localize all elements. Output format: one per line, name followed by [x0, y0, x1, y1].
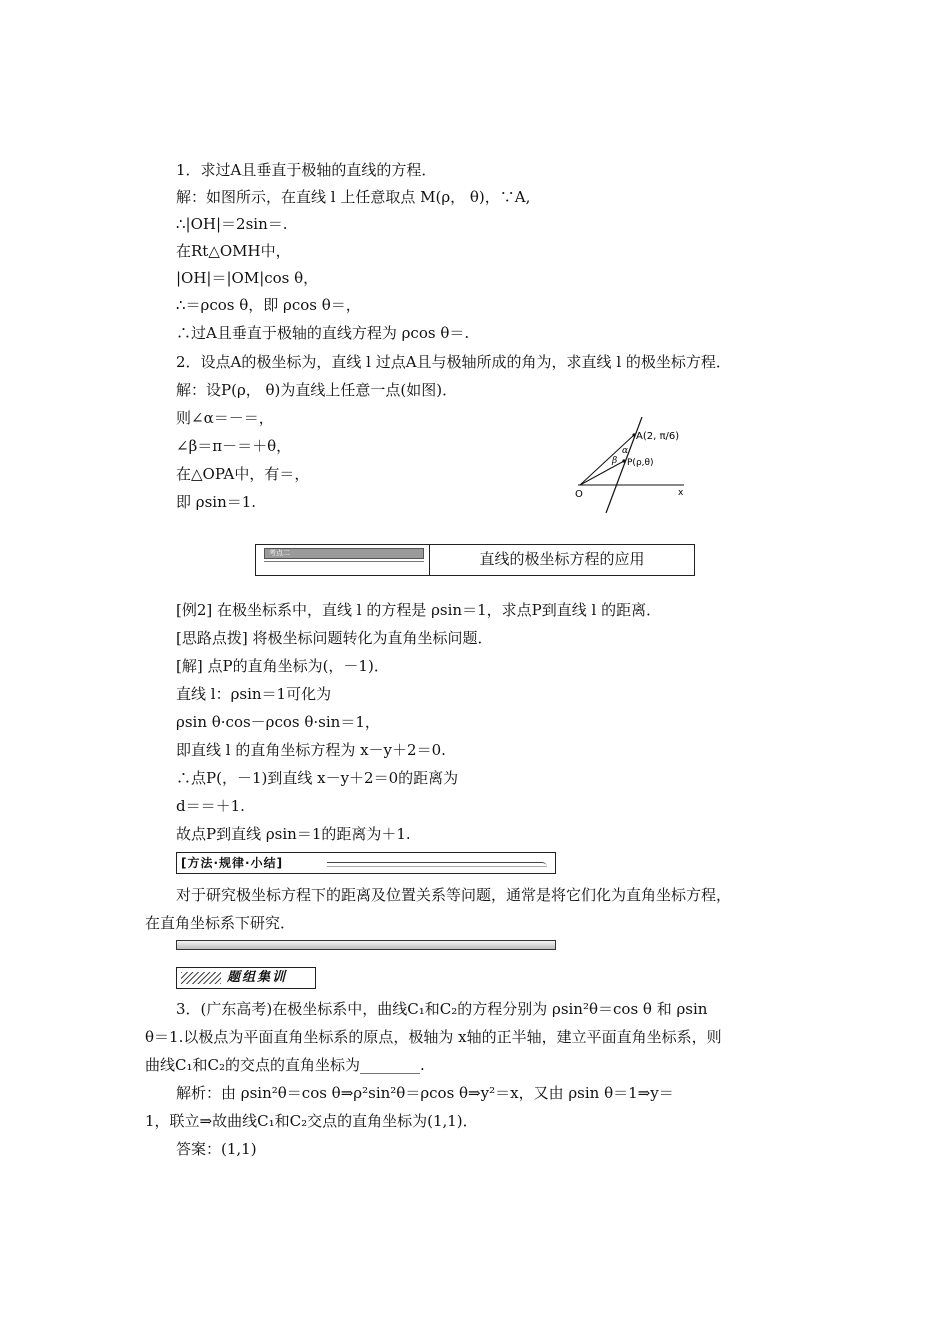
section-title: 直线的极坐标方程的应用 [479, 550, 645, 568]
text-line: [解] 点P的直角坐标为(，－1)． [176, 657, 389, 675]
label-beta: β [612, 456, 618, 466]
text-line: 答案：(1,1) [176, 1140, 257, 1158]
text-line: 曲线C₁和C₂的交点的直角坐标为________. [145, 1056, 425, 1074]
section-tag-underline [264, 561, 424, 562]
text-line: 在Rt△OMH中， [176, 242, 291, 260]
text-line: ∴|OH|＝2sin＝. [176, 215, 288, 233]
text-line: 1．求过A且垂直于极轴的直线的方程． [176, 161, 437, 179]
text-line: 在直角坐标系下研究． [145, 914, 296, 932]
practice-label: 题组集训 [227, 970, 288, 985]
text-line: 直线 l：ρsin＝1可化为 [176, 685, 332, 703]
text-line: 在△OPA中，有＝， [176, 465, 310, 483]
text-line: [例2] 在极坐标系中，直线 l 的方程是 ρsin＝1，求点P到直线 l 的距离． [176, 601, 662, 619]
method-summary-rule [327, 862, 547, 867]
text-line: 解：设P(ρ， θ)为直线上任意一点(如图)． [176, 381, 458, 399]
section-header-box [255, 544, 695, 576]
text-line: θ＝1.以极点为平面直角坐标系的原点，极轴为 x轴的正半轴，建立平面直角坐标系，则 [145, 1028, 722, 1046]
text-line: |OH|＝|OM|cos θ， [176, 269, 319, 287]
text-line: ∠β＝π－＝＋θ， [176, 437, 292, 455]
method-summary-end-bar [176, 940, 556, 950]
text-line: 对于研究极坐标方程下的距离及位置关系等问题，通常是将它们化为直角坐标方程， [176, 886, 732, 904]
label-x: x [678, 488, 684, 498]
text-line: 即直线 l 的直角坐标方程为 x－y＋2＝0. [176, 741, 446, 759]
method-summary-bar [176, 852, 556, 874]
section-tag-area [256, 545, 430, 575]
method-summary-label: [方法·规律·小结] [181, 856, 284, 870]
polar-line-figure [570, 413, 690, 517]
text-line: 故点P到直线 ρsin＝1的距离为＋1. [176, 825, 411, 843]
text-line: d＝＝＋1. [176, 797, 245, 815]
practice-hatch-decoration [181, 972, 221, 984]
point-p [622, 459, 625, 462]
label-a: A(2, π/6) [636, 431, 680, 442]
label-alpha: α [622, 446, 629, 456]
practice-header [176, 967, 316, 989]
text-line: ∴＝ρcos θ，即 ρcos θ＝， [176, 296, 361, 314]
text-line: [思路点拨] 将极坐标问题转化为直角坐标问题． [176, 629, 493, 647]
text-line: ∴过A且垂直于极轴的直线方程为 ρcos θ＝. [176, 324, 470, 342]
label-o: O [575, 489, 583, 500]
text-line: ∴点P(，－1)到直线 x－y＋2＝0的距离为 [176, 769, 459, 787]
text-line: 2．设点A的极坐标为，直线 l 过点A且与极轴所成的角为，求直线 l 的极坐标方程． [176, 353, 731, 371]
text-line: 1，联立⇒故曲线C₁和C₂交点的直角坐标为(1,1)． [145, 1112, 478, 1130]
text-line: 3．(广东高考)在极坐标系中，曲线C₁和C₂的方程分别为 ρsin²θ＝cos θ 和 ρsin [176, 1000, 708, 1018]
text-line: 解析：由 ρsin²θ＝cos θ⇒ρ²sin²θ＝ρcos θ⇒y²＝x，又由 ρsin θ＝1⇒y＝ [176, 1084, 674, 1102]
label-p: P(ρ,θ) [627, 458, 654, 468]
section-tag: 考点二 [264, 548, 424, 559]
text-line: ρsin θ·cos－ρcos θ·sin＝1， [176, 713, 380, 731]
text-line: 则∠α＝－＝， [176, 409, 274, 427]
text-line: 即 ρsin＝1. [176, 493, 257, 511]
text-line: 解：如图所示，在直线 l 上任意取点 M(ρ， θ)，∵A, [176, 188, 531, 206]
